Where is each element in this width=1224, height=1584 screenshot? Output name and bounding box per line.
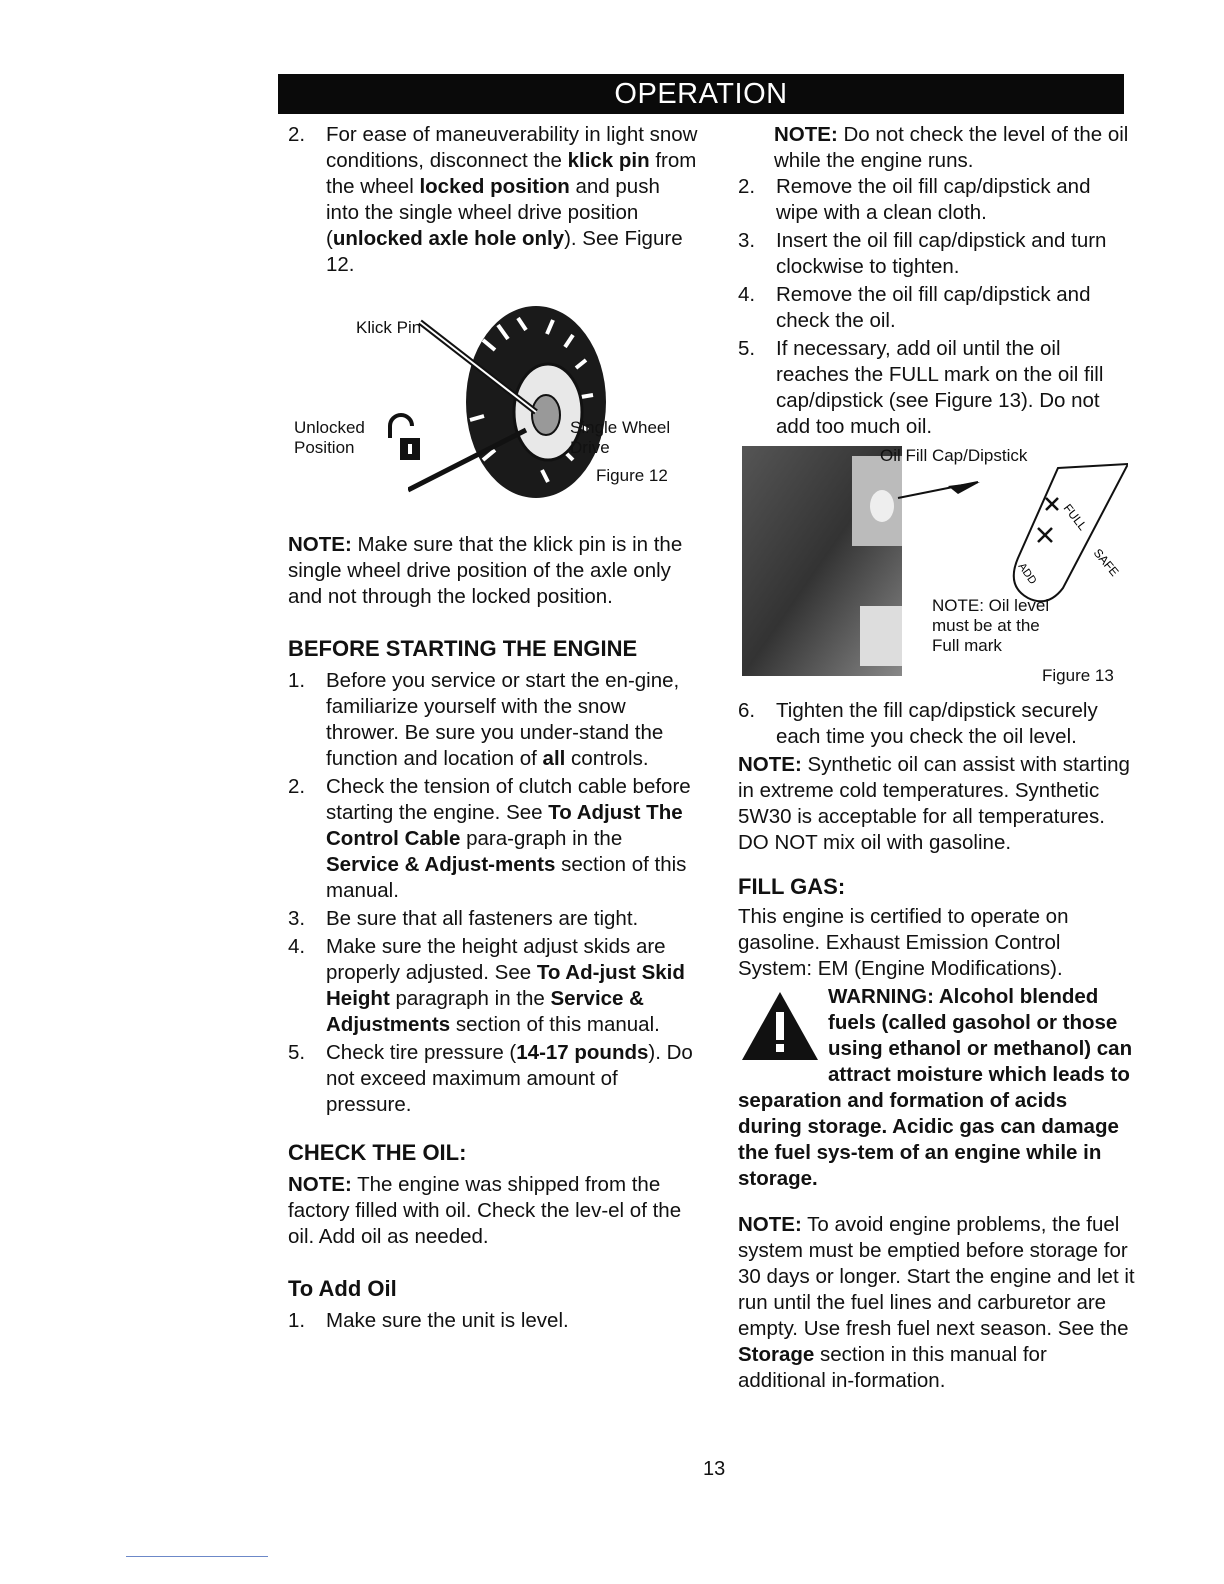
list-item: 6. Tighten the fill cap/dipstick securely each time you check the oil level. [738, 699, 1098, 748]
figure-12 [288, 280, 698, 542]
list-item: 2. Remove the oil fill cap/dipstick and wipe with a clean cloth. [738, 175, 1091, 224]
section-heading-check-oil: CHECK THE OIL: [288, 1140, 467, 1165]
section-heading-fill-gas: FILL GAS: [738, 874, 846, 899]
section-header: OPERATION [278, 74, 1124, 114]
note-synthetic: NOTE: Synthetic oil can assist with starting in extreme cold temperatures. Synthetic 5W30 is acceptable for all temperatures. DO NOT mix oil with gasoline. [738, 753, 1130, 854]
section-heading-to-add-oil: To Add Oil [288, 1276, 397, 1301]
note-shipped: NOTE: The engine was shipped from the factory filled with oil. Check the lev-el of the oil. Add oil as needed. [288, 1173, 682, 1248]
list-item: 3. Insert the oil fill cap/dipstick and turn clockwise to tighten. [738, 229, 1107, 278]
engine-photo [742, 446, 902, 676]
list-item: 4. Make sure the height adjust skids are properly adjusted. See To Ad-just Skid Height paragraph in the Service & Adjustments section of this manual. [288, 935, 685, 1036]
list-item: 1. Before you service or start the en-gine, familiarize yourself with the snow thrower. Be sure you under-stand the function and location of all controls. [288, 669, 680, 770]
single-wheel-label-1: Single Wheel [570, 418, 671, 437]
list-item: 4. Remove the oil fill cap/dipstick and check the oil. [738, 283, 1091, 332]
dipstick-add-text: ADD [1015, 560, 1039, 587]
item-text: For ease of maneuverability in light snow conditions, disconnect the klick pin from the wheel locked position and push into the single wheel drive position (unlocked axle hole only). See Figure 12. [326, 123, 698, 276]
list-item: 1. Make sure the unit is level. [288, 1309, 569, 1332]
left-column [288, 122, 698, 1336]
list-item: 2. Check the tension of clutch cable before starting the engine. See To Adjust The Control Cable para-graph in the Service & Adjust-ments section of this manual. [288, 775, 691, 902]
dipstick-full-text: FULL [1060, 501, 1090, 533]
item-number: 2. [288, 123, 306, 146]
dipstick-diagram [888, 458, 1128, 608]
oil-fill-cap-label: Oil Fill Cap/Dipstick [880, 446, 1028, 465]
right-column [738, 122, 1136, 1394]
dipstick-safe-text: SAFE [1090, 545, 1122, 579]
figure-13 [738, 442, 1136, 690]
page-number: 13 [703, 1458, 726, 1480]
note-engine-runs: NOTE: Do not check the level of the oil while the engine runs. [774, 123, 1129, 172]
section-heading-before-starting: BEFORE STARTING THE ENGINE [288, 636, 638, 661]
single-wheel-label-2: Drive [570, 438, 610, 457]
note-klick-pin: NOTE: Make sure that the klick pin is in the single wheel drive position of the axle only and not through the locked position. [288, 533, 683, 608]
list-item [288, 122, 698, 278]
oil-note-line2: must be at the [932, 616, 1040, 635]
list-item: 5. Check tire pressure (14-17 pounds). Do not exceed maximum amount of pressure. [288, 1041, 693, 1116]
unlocked-label-1: Unlocked [294, 418, 365, 437]
warning-icon [738, 988, 822, 1064]
warning-text: WARNING: Alcohol blended fuels (called gasohol or those using ethanol or methanol) can attract moisture which leads to separation and formation of acids during storage. Acidic gas can damage the fuel sys-tem of an engine while in storage. [738, 985, 1133, 1190]
oil-note-line3: Full mark [932, 636, 1002, 655]
divider [126, 1556, 268, 1557]
list-item: 5. If necessary, add oil until the oil reaches the FULL mark on the oil fill cap/dipstick (see Figure 13). Do not add too much oil. [738, 337, 1104, 438]
lock-icon [384, 412, 420, 462]
klick-pin-label: Klick Pin [356, 318, 422, 337]
warning-block [738, 984, 1136, 1192]
figure-caption: Figure 13 [1042, 666, 1114, 685]
note-storage: NOTE: To avoid engine problems, the fuel system must be emptied before storage for 30 days or longer. Start the engine and let it run until the fuel lines and carburetor are empty. Use fresh fuel next season. See the Storage section in this manual for additional in-formation. [738, 1213, 1135, 1392]
unlocked-label-2: Position [294, 438, 355, 457]
figure-caption: Figure 12 [596, 466, 668, 485]
oil-note-line1: NOTE: Oil level [932, 596, 1050, 615]
list-item: 3. Be sure that all fasteners are tight. [288, 907, 639, 930]
fill-gas-text: This engine is certified to operate on gasoline. Exhaust Emission Control System: EM (Engine Modifications). [738, 905, 1069, 980]
